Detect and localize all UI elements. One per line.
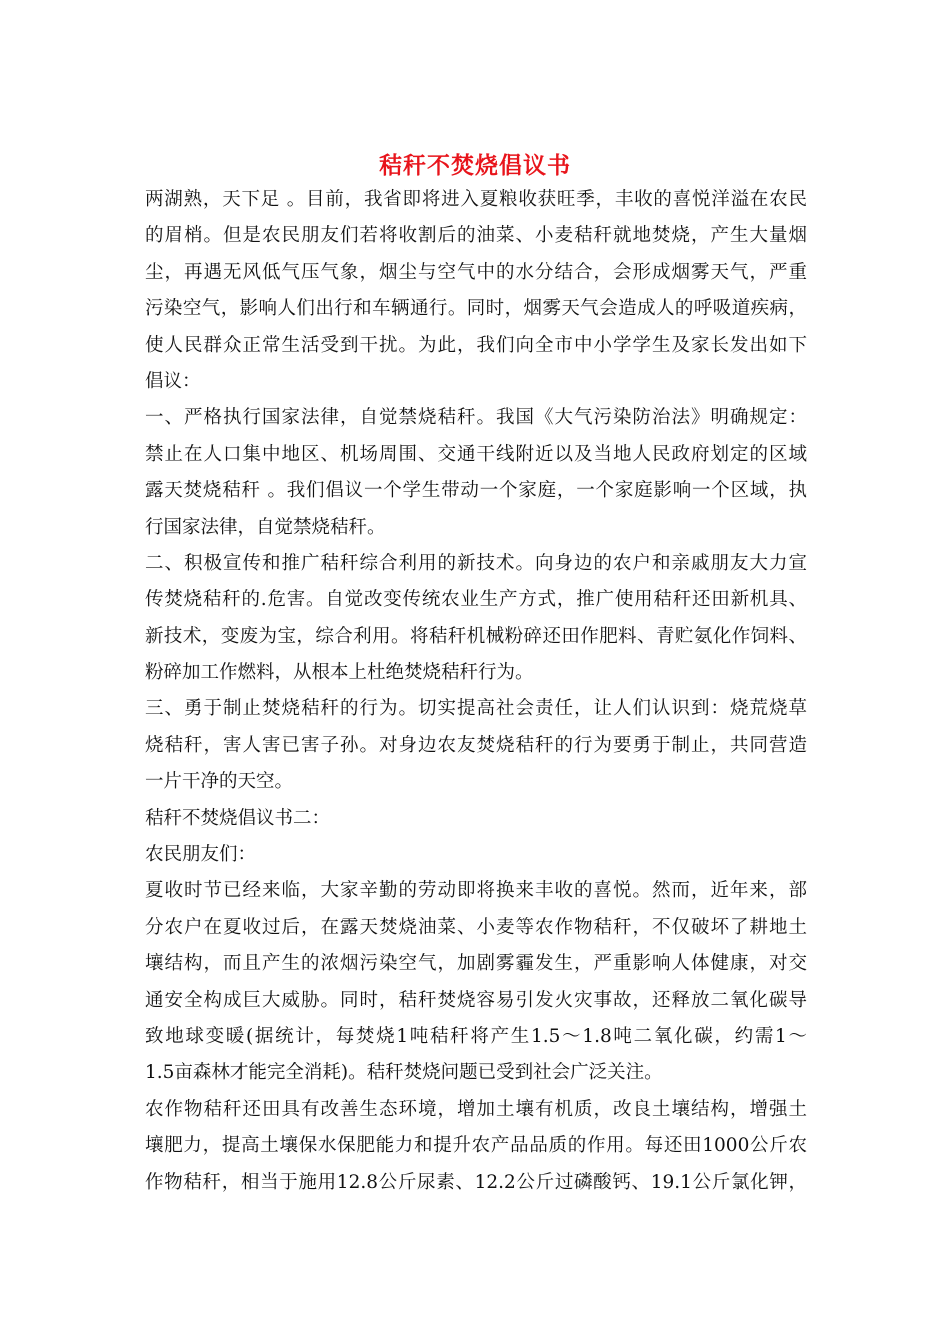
body-line: 尘，再遇无风低气压气象，烟尘与空气中的水分结合，会形成烟雾天气，严重 [145, 261, 807, 283]
body-line: 壤结构，而且产生的浓烟污染空气，加剧雾霾发生，严重影响人体健康，对交 [145, 953, 807, 975]
body-line: 农作物秸秆还田具有改善生态环境，增加土壤有机质，改良土壤结构，增强土 [145, 1098, 807, 1120]
body-line: 使人民群众正常生活受到干扰。为此，我们向全市中小学学生及家长发出如下 [145, 334, 807, 356]
body-line: 作物秸秆，相当于施用12.8公斤尿素、12.2公斤过磷酸钙、19.1公斤氯化钾， [145, 1171, 807, 1193]
body-line: 两湖熟，天下足 。目前，我省即将进入夏粮收获旺季，丰收的喜悦洋溢在农民 [145, 189, 807, 210]
body-line: 的眉梢。但是农民朋友们若将收割后的油菜、小麦秸秆就地焚烧，产生大量烟 [145, 225, 807, 247]
body-line: 粉碎加工作燃料，从根本上杜绝焚烧秸秆行为。 [145, 662, 534, 684]
body-line: 禁止在人口集中地区、机场周围、交通干线附近以及当地人民政府划定的区域 [145, 443, 807, 465]
body-line: 新技术，变废为宝，综合利用。将秸秆机械粉碎还田作肥料、青贮氨化作饲料、 [145, 625, 807, 647]
body-line: 二、积极宣传和推广秸秆综合利用的新技术。向身边的农户和亲戚朋友大力宣 [145, 552, 807, 574]
body-line: 一片干净的天空。 [145, 771, 294, 793]
body-line: 夏收时节已经来临，大家辛勤的劳动即将换来丰收的喜悦。然而，近年来，部 [145, 880, 807, 902]
document-body [145, 182, 807, 1201]
body-line: 传焚烧秸秆的.危害。自觉改变传统农业生产方式，推广使用秸秆还田新机具、 [145, 589, 807, 611]
body-line: 秸秆不焚烧倡议书二： [145, 807, 331, 829]
body-line: 露天焚烧秸秆 。我们倡议一个学生带动一个家庭，一个家庭影响一个区域，执 [145, 480, 807, 502]
body-line: 1.5亩森林才能完全消耗)。秸秆焚烧问题已受到社会广泛关注。 [145, 1062, 663, 1084]
body-line: 三、勇于制止焚烧秸秆的行为。切实提高社会责任，让人们认识到：烧荒烧草 [145, 698, 807, 720]
body-line: 致地球变暖(据统计，每焚烧1吨秸秆将产生1.5～1.8吨二氧化碳，约需1～ [145, 1025, 807, 1047]
body-line: 污染空气，影响人们出行和车辆通行。同时，烟雾天气会造成人的呼吸道疾病， [145, 298, 807, 320]
body-line: 烧秸秆，害人害已害子孙。对身边农友焚烧秸秆的行为要勇于制止，共同营造 [145, 734, 807, 756]
body-line: 壤肥力，提高土壤保水保肥能力和提升农产品品质的作用。每还田1000公斤农 [145, 1135, 807, 1157]
body-line: 一、严格执行国家法律，自觉禁烧秸秆。我国《大气污染防治法》明确规定： [145, 407, 807, 429]
body-line: 倡议： [145, 370, 201, 392]
body-line: 通安全构成巨大威胁。同时，秸秆焚烧容易引发火灾事故，还释放二氧化碳导 [145, 989, 807, 1011]
document-title: 秸秆不焚烧倡议书 [379, 152, 571, 179]
body-line: 行国家法律，自觉禁烧秸秆。 [145, 516, 386, 538]
body-line: 农民朋友们： [145, 844, 257, 866]
body-line: 分农户在夏收过后，在露天焚烧油菜、小麦等农作物秸秆，不仅破坏了耕地土 [145, 916, 807, 938]
